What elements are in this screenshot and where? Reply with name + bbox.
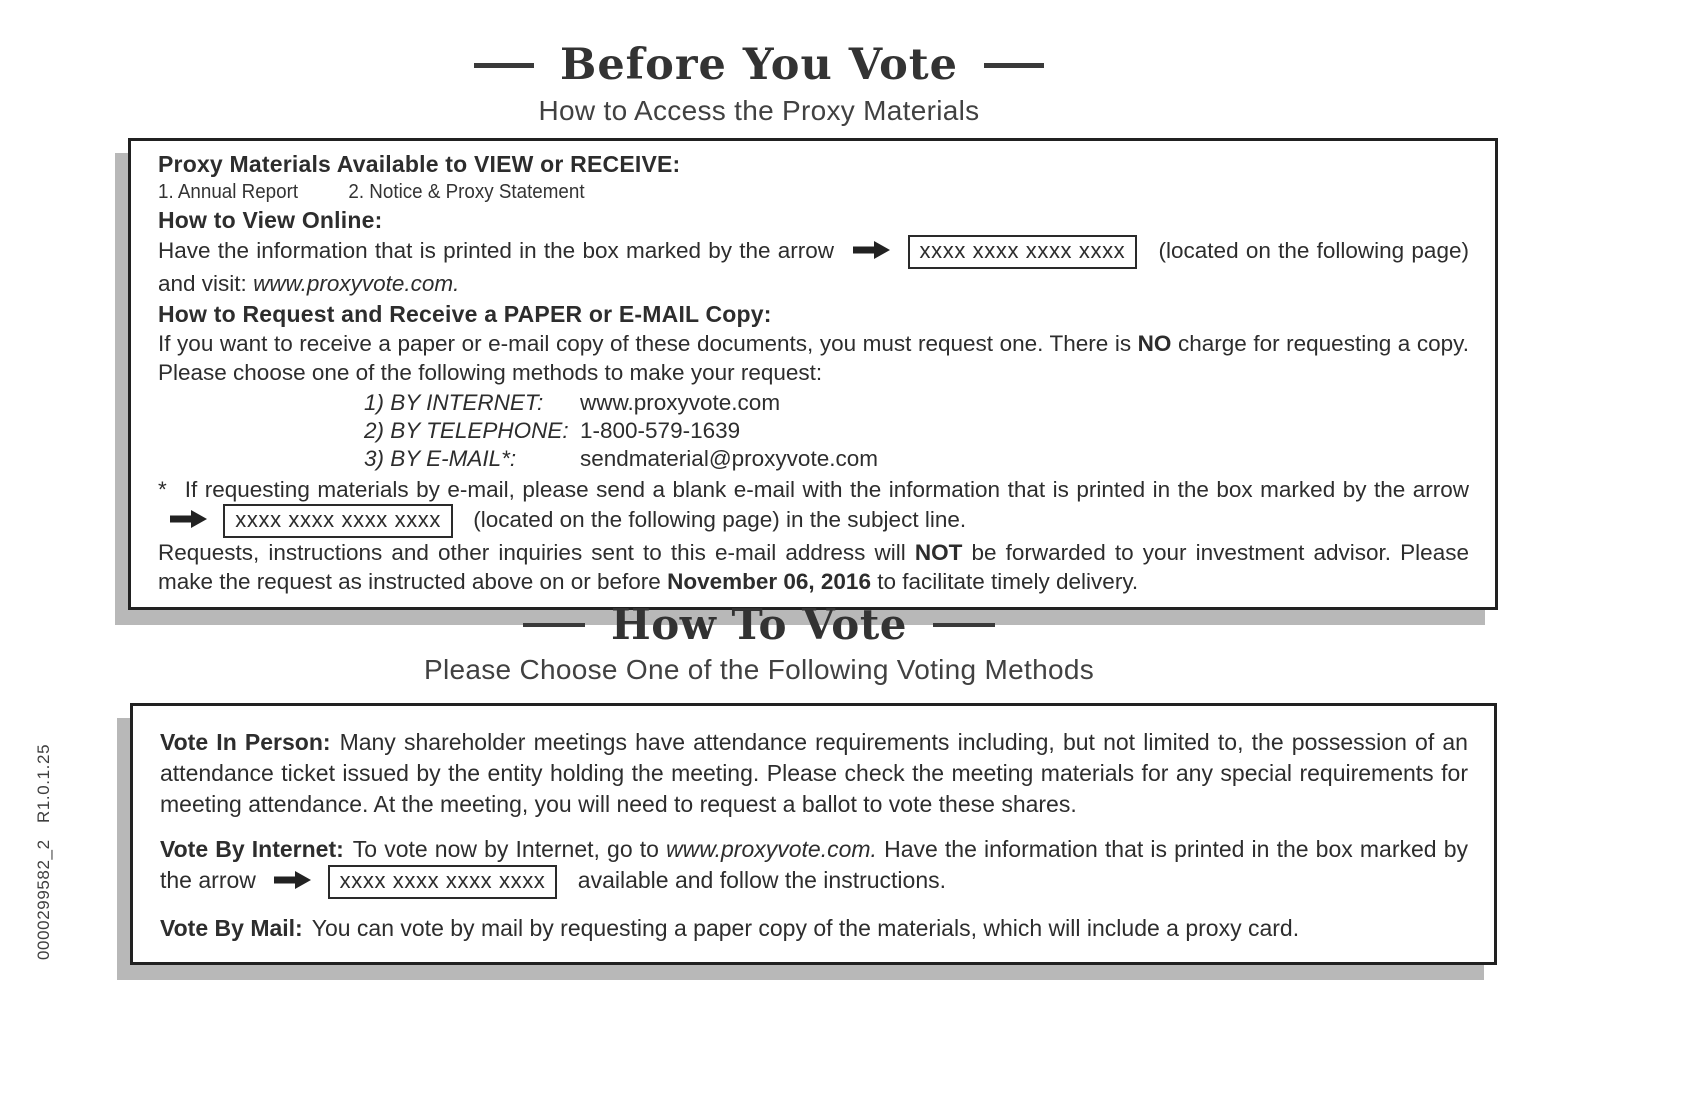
requests-disclaimer-text: Requests, instructions and other inquiries sent to this e-mail address will: [158, 540, 906, 565]
vote-by-mail-paragraph: [160, 913, 1468, 944]
revision-code: R1.0.1.25: [34, 743, 53, 823]
requests-disclaimer-text-2: be forwarded to your investment advisor. Please make the request as instructed above on or before: [158, 540, 1469, 594]
view-online-heading: How to View Online:: [158, 207, 383, 233]
document-number-code: 0000299582_2: [34, 839, 53, 960]
vote-in-person-paragraph: [160, 727, 1468, 820]
request-methods-list: [364, 389, 1469, 473]
vote-in-person-text: Many shareholder meetings have attendance requirements including, but not limited to, the possession of an attendance ticket issued by the entity holding the meeting. Please check the meeting materials for any special requirements for meeting attendance. At the meeting, you will need to request a ballot to vote these shares.: [160, 729, 1468, 817]
view-online-paragraph: [158, 235, 1469, 298]
how-to-vote-header: [128, 600, 1390, 686]
view-online-text-2: (located on the following page) and visit:: [158, 238, 1469, 296]
title-dash-right: [984, 63, 1044, 68]
vote-by-internet-paragraph: [160, 834, 1468, 899]
no-charge-emphasis: NO: [1137, 331, 1172, 356]
proxyvote-url: www.proxyvote.com.: [253, 271, 460, 296]
requests-disclaimer-paragraph: [158, 538, 1469, 596]
materials-list: [158, 181, 1390, 204]
view-online-text: Have the information that is printed in the box marked by the arrow: [158, 238, 835, 263]
section2-title-row: [128, 600, 1390, 649]
materials-heading: Proxy Materials Available to VIEW or RECEIVE:: [158, 151, 681, 177]
section1-title-row: [128, 40, 1390, 90]
request-copy-text-2: charge for requesting a copy. Please choose one of the following methods to make your request:: [158, 331, 1469, 385]
method-internet-value: www.proxyvote.com: [580, 390, 781, 415]
control-number-box: xxxx xxxx xxxx xxxx: [328, 865, 558, 899]
section2-subtitle: Please Choose One of the Following Voting Methods: [424, 654, 1094, 685]
request-copy-paragraph: [158, 329, 1469, 387]
title-dash-left: [474, 63, 534, 68]
email-note-paragraph: [158, 475, 1469, 538]
email-note-text-2: (located on the following page) in the subject line.: [473, 507, 967, 532]
title-dash-left: [523, 623, 585, 627]
deadline-date: November 06, 2016: [667, 569, 871, 594]
vote-by-internet-text-2: Have the information that is printed in the box marked by the arrow: [160, 836, 1468, 893]
footnote-asterisk: *: [158, 477, 167, 502]
method-telephone-label: 2) BY TELEPHONE:: [364, 418, 569, 443]
not-emphasis: NOT: [914, 540, 963, 565]
email-note-text: If requesting materials by e-mail, please send a blank e-mail with the information that is printed in the box marked by the arrow: [184, 477, 1469, 502]
section2-title: How To Vote: [611, 600, 907, 649]
access-materials-box: [128, 138, 1498, 610]
request-copy-heading: How to Request and Receive a PAPER or E-MAIL Copy:: [158, 301, 772, 327]
right-arrow-icon: [274, 866, 311, 897]
section1-title: Before You Vote: [559, 40, 959, 90]
right-arrow-icon: [853, 237, 890, 266]
method-email-label: 3) BY E-MAIL*:: [364, 446, 517, 471]
vote-by-mail-label: Vote By Mail:: [160, 915, 303, 941]
vote-by-internet-text-3: available and follow the instructions.: [577, 867, 947, 893]
method-internet-row: [364, 389, 1469, 417]
voting-methods-box: [130, 703, 1497, 965]
method-email-row: [364, 445, 1469, 473]
section1-subtitle: How to Access the Proxy Materials: [538, 95, 980, 126]
title-dash-right: [933, 623, 995, 627]
right-arrow-icon: [170, 506, 207, 535]
before-you-vote-header: [128, 40, 1390, 127]
vote-in-person-label: Vote In Person:: [160, 729, 331, 755]
control-number-box: xxxx xxxx xxxx xxxx: [908, 235, 1138, 269]
method-email-value: sendmaterial@proxyvote.com: [580, 446, 878, 471]
requests-disclaimer-text-3: to facilitate timely delivery.: [877, 569, 1139, 594]
vote-by-internet-label: Vote By Internet:: [160, 836, 344, 862]
vote-by-mail-text: You can vote by mail by requesting a paper copy of the materials, which will include a proxy card.: [311, 915, 1300, 941]
method-telephone-row: [364, 417, 1469, 445]
method-telephone-value: 1-800-579-1639: [580, 418, 741, 443]
control-number-box: xxxx xxxx xxxx xxxx: [223, 504, 453, 538]
materials-item-proxy-statement: 2. Notice & Proxy Statement: [348, 181, 585, 203]
request-copy-text: If you want to receive a paper or e-mail copy of these documents, you must request one. There is: [158, 331, 1132, 356]
vote-by-internet-text: To vote now by Internet, go to: [352, 836, 659, 862]
materials-item-annual-report: 1. Annual Report: [158, 181, 299, 203]
proxyvote-url: www.proxyvote.com.: [666, 836, 877, 862]
method-internet-label: 1) BY INTERNET:: [364, 390, 544, 415]
